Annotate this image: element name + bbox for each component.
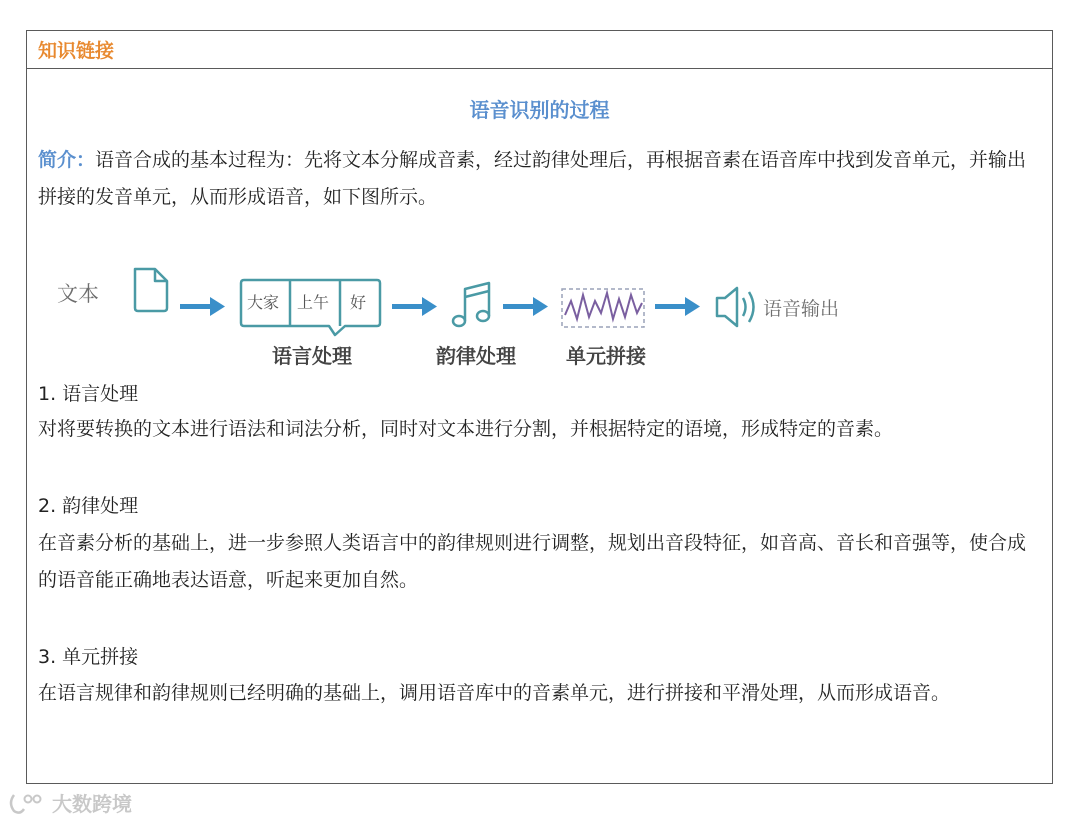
- intro-paragraph: [38, 142, 1044, 216]
- intro-text: 语音合成的基本过程为：先将文本分解成音素，经过韵律处理后，再根据音素在语音库中找到发音单元，并输出拼接的发音单元，从而形成语音，如下图所示。: [38, 149, 1027, 208]
- speech-synthesis-diagram: [55, 245, 840, 368]
- logo-icon: [8, 791, 48, 815]
- document-icon: [135, 269, 167, 311]
- watermark: [8, 788, 132, 817]
- section-title: 语音识别的过程: [469, 98, 610, 122]
- arrow-icon: [392, 297, 437, 316]
- speaker-icon: [717, 288, 754, 326]
- knowledge-link-box: [26, 30, 1053, 784]
- box-header: [27, 31, 1052, 69]
- arrow-icon: [180, 297, 225, 316]
- arrow-icon: [655, 297, 700, 316]
- stage-label-2: 韵律处理: [436, 344, 516, 368]
- section-heading-1: 1. 语言处理: [38, 383, 139, 405]
- stage-label-3: 单元拼接: [566, 344, 646, 368]
- input-label: 文本: [57, 282, 99, 306]
- section-body-2: 在音素分析的基础上，进一步参照人类语言中的韵律规则进行调整，规划出音段特征，如音高、音长和音强等，使合成的语音能正确地表达语意，听起来更加自然。: [38, 532, 1027, 591]
- output-label: 语音输出: [763, 298, 840, 320]
- section-body-1: 对将要转换的文本进行语法和词法分析，同时对文本进行分割，并根据特定的语境，形成特定的音素。: [38, 418, 894, 440]
- box-word-3: 好: [350, 293, 367, 312]
- arrow-icon: [503, 297, 548, 316]
- box-word-2: 上午: [297, 293, 330, 312]
- section-heading-3: 3. 单元拼接: [38, 646, 139, 668]
- section-body-3: 在语言规律和韵律规则已经明确的基础上，调用语音库中的音素单元，进行拼接和平滑处理，从而形成语音。: [38, 682, 951, 704]
- intro-label: 简介：: [38, 149, 96, 171]
- waveform-icon: [562, 289, 644, 327]
- music-note-icon: [453, 283, 489, 326]
- header-label: 知识链接: [38, 40, 115, 62]
- section-heading-2: 2. 韵律处理: [38, 495, 139, 517]
- stage-label-1: 语言处理: [272, 344, 352, 368]
- watermark-text: 大数跨境: [52, 792, 132, 816]
- box-word-1: 大家: [247, 293, 280, 312]
